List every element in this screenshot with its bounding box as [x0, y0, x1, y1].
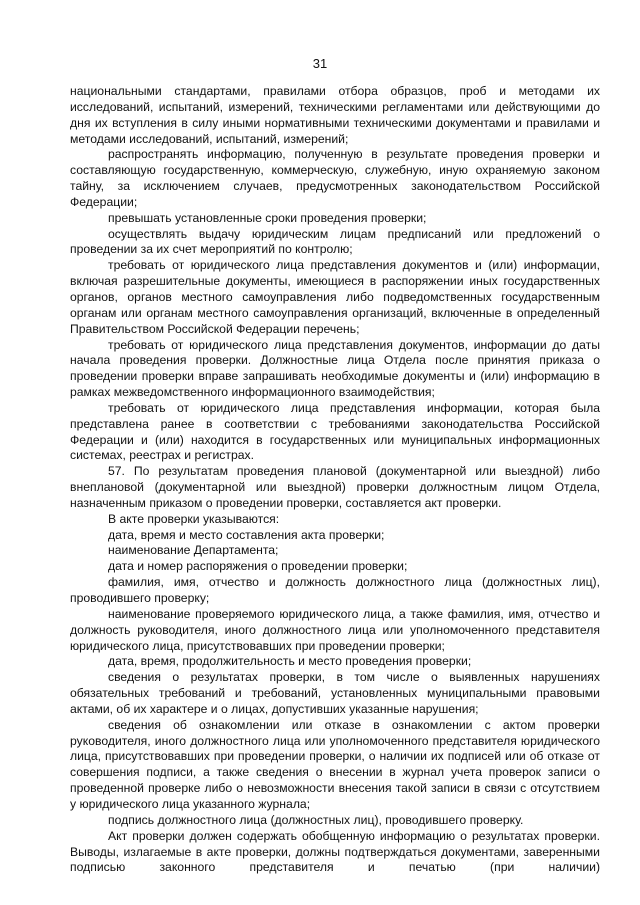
- paragraph-act-acquaintance: сведения об ознакомлении или отказе в ознакомлении с актом проверки руководителя, иного должностного лица или уполномоченного представителя юридического лица, присутствовавших при проведении проверки, о наличии их подписей или об отказе от совершения подписи, а также сведения о внесении в журнал учета проверок записи о проведенной проверке либо о невозможности внесения такой записи в связи с отсутствием у юридического лица указанного журнала;: [70, 717, 600, 811]
- paragraph-act-order-number: дата и номер распоряжения о проведении проверки;: [108, 559, 408, 574]
- paragraph-inspection-terms: превышать установленные сроки проведения проверки;: [108, 210, 427, 225]
- paragraph-57: 57. По результатам проведения плановой (документарной или выездной) либо внеплановой (документарной или выездной) проверки должностным лицом Отдела, назначенным приказом о проведении проверки, составляется акт проверки.: [70, 464, 600, 510]
- paragraph-act-signature: подпись должностного лица (должностных лиц), проводившего проверку.: [108, 812, 524, 827]
- paragraph-standards-continuation: национальными стандартами, правилами отбора образцов, проб и методами их исследований, испытаний, измерений, техническими регламентами или действующими до дня их вступления в силу иными нормативными техническими документами и правилами и методами исследований, испытаний, измерений;: [70, 84, 600, 146]
- paragraph-act-duration: дата, время, продолжительность и место проведения проверки;: [108, 654, 472, 669]
- paragraph-documents-request: требовать от юридического лица представления документов и (или) информации, включая разрешительные документы, имеющиеся в распоряжении иных государственных органов, органов местного самоуправления либо подведомственных государственным органам или органам местного самоуправления организаций, включенные в определенный Правительством Российской Федерации перечень;: [70, 258, 600, 336]
- paragraph-act-results: сведения о результатах проверки, в том числе о выявленных нарушениях обязательных требований и требований, установленных муниципальными правовыми актами, об их характере и о лицах, допустивших указанные нарушения;: [70, 670, 600, 716]
- document-body: [70, 84, 600, 876]
- paragraph-information-request: требовать от юридического лица представления информации, которая была представлена ранее в соответствии с требованиями законодательства Российской Федерации и (или) находится в государственных или муниципальных информационных системах, реестрах и регистрах.: [70, 400, 600, 463]
- paragraph-act-contents-intro: В акте проверки указываются:: [108, 511, 280, 526]
- paragraph-act-department: наименование Департамента;: [108, 543, 279, 558]
- paragraph-act-legal-entity: наименование проверяемого юридического лица, а также фамилия, имя, отчество и должность руководителя, иного должностного лица или уполномоченного представителя юридического лица, присутствовавших при проведении проверки;: [70, 606, 600, 653]
- paragraph-documents-before-start: требовать от юридического лица представления документов, информации до даты начала проведения проверки. Должностные лица Отдела после принятия приказа о проведении проверки вправе запрашивать необходимые документы и (или) информацию в рамках межведомственного информационного взаимодействия;: [70, 337, 600, 400]
- paragraph-prescriptions: осуществлять выдачу юридическим лицам предписаний или предложений о проведении за их счет мероприятий по контролю;: [70, 226, 600, 257]
- page-number: 31: [312, 56, 328, 71]
- paragraph-act-inspector: фамилия, имя, отчество и должность должностного лица (должностных лиц), проводившего проверку;: [70, 575, 600, 605]
- paragraph-secret-information: распространять информацию, полученную в результате проведения проверки и составляющую государственную, коммерческую, служебную, иную охраняемую законом тайну, за исключением случаев, предусмотренных законодательством Российской Федерации;: [70, 147, 600, 209]
- paragraph-act-date-time-place: дата, время и место составления акта проверки;: [108, 527, 385, 542]
- paragraph-act-summary: Акт проверки должен содержать обобщенную информацию о результатах проверки. Выводы, излагаемые в акте проверки, должны подтверждаться документами, заверенными подписью законного представителя и печатью (при наличии): [70, 828, 600, 875]
